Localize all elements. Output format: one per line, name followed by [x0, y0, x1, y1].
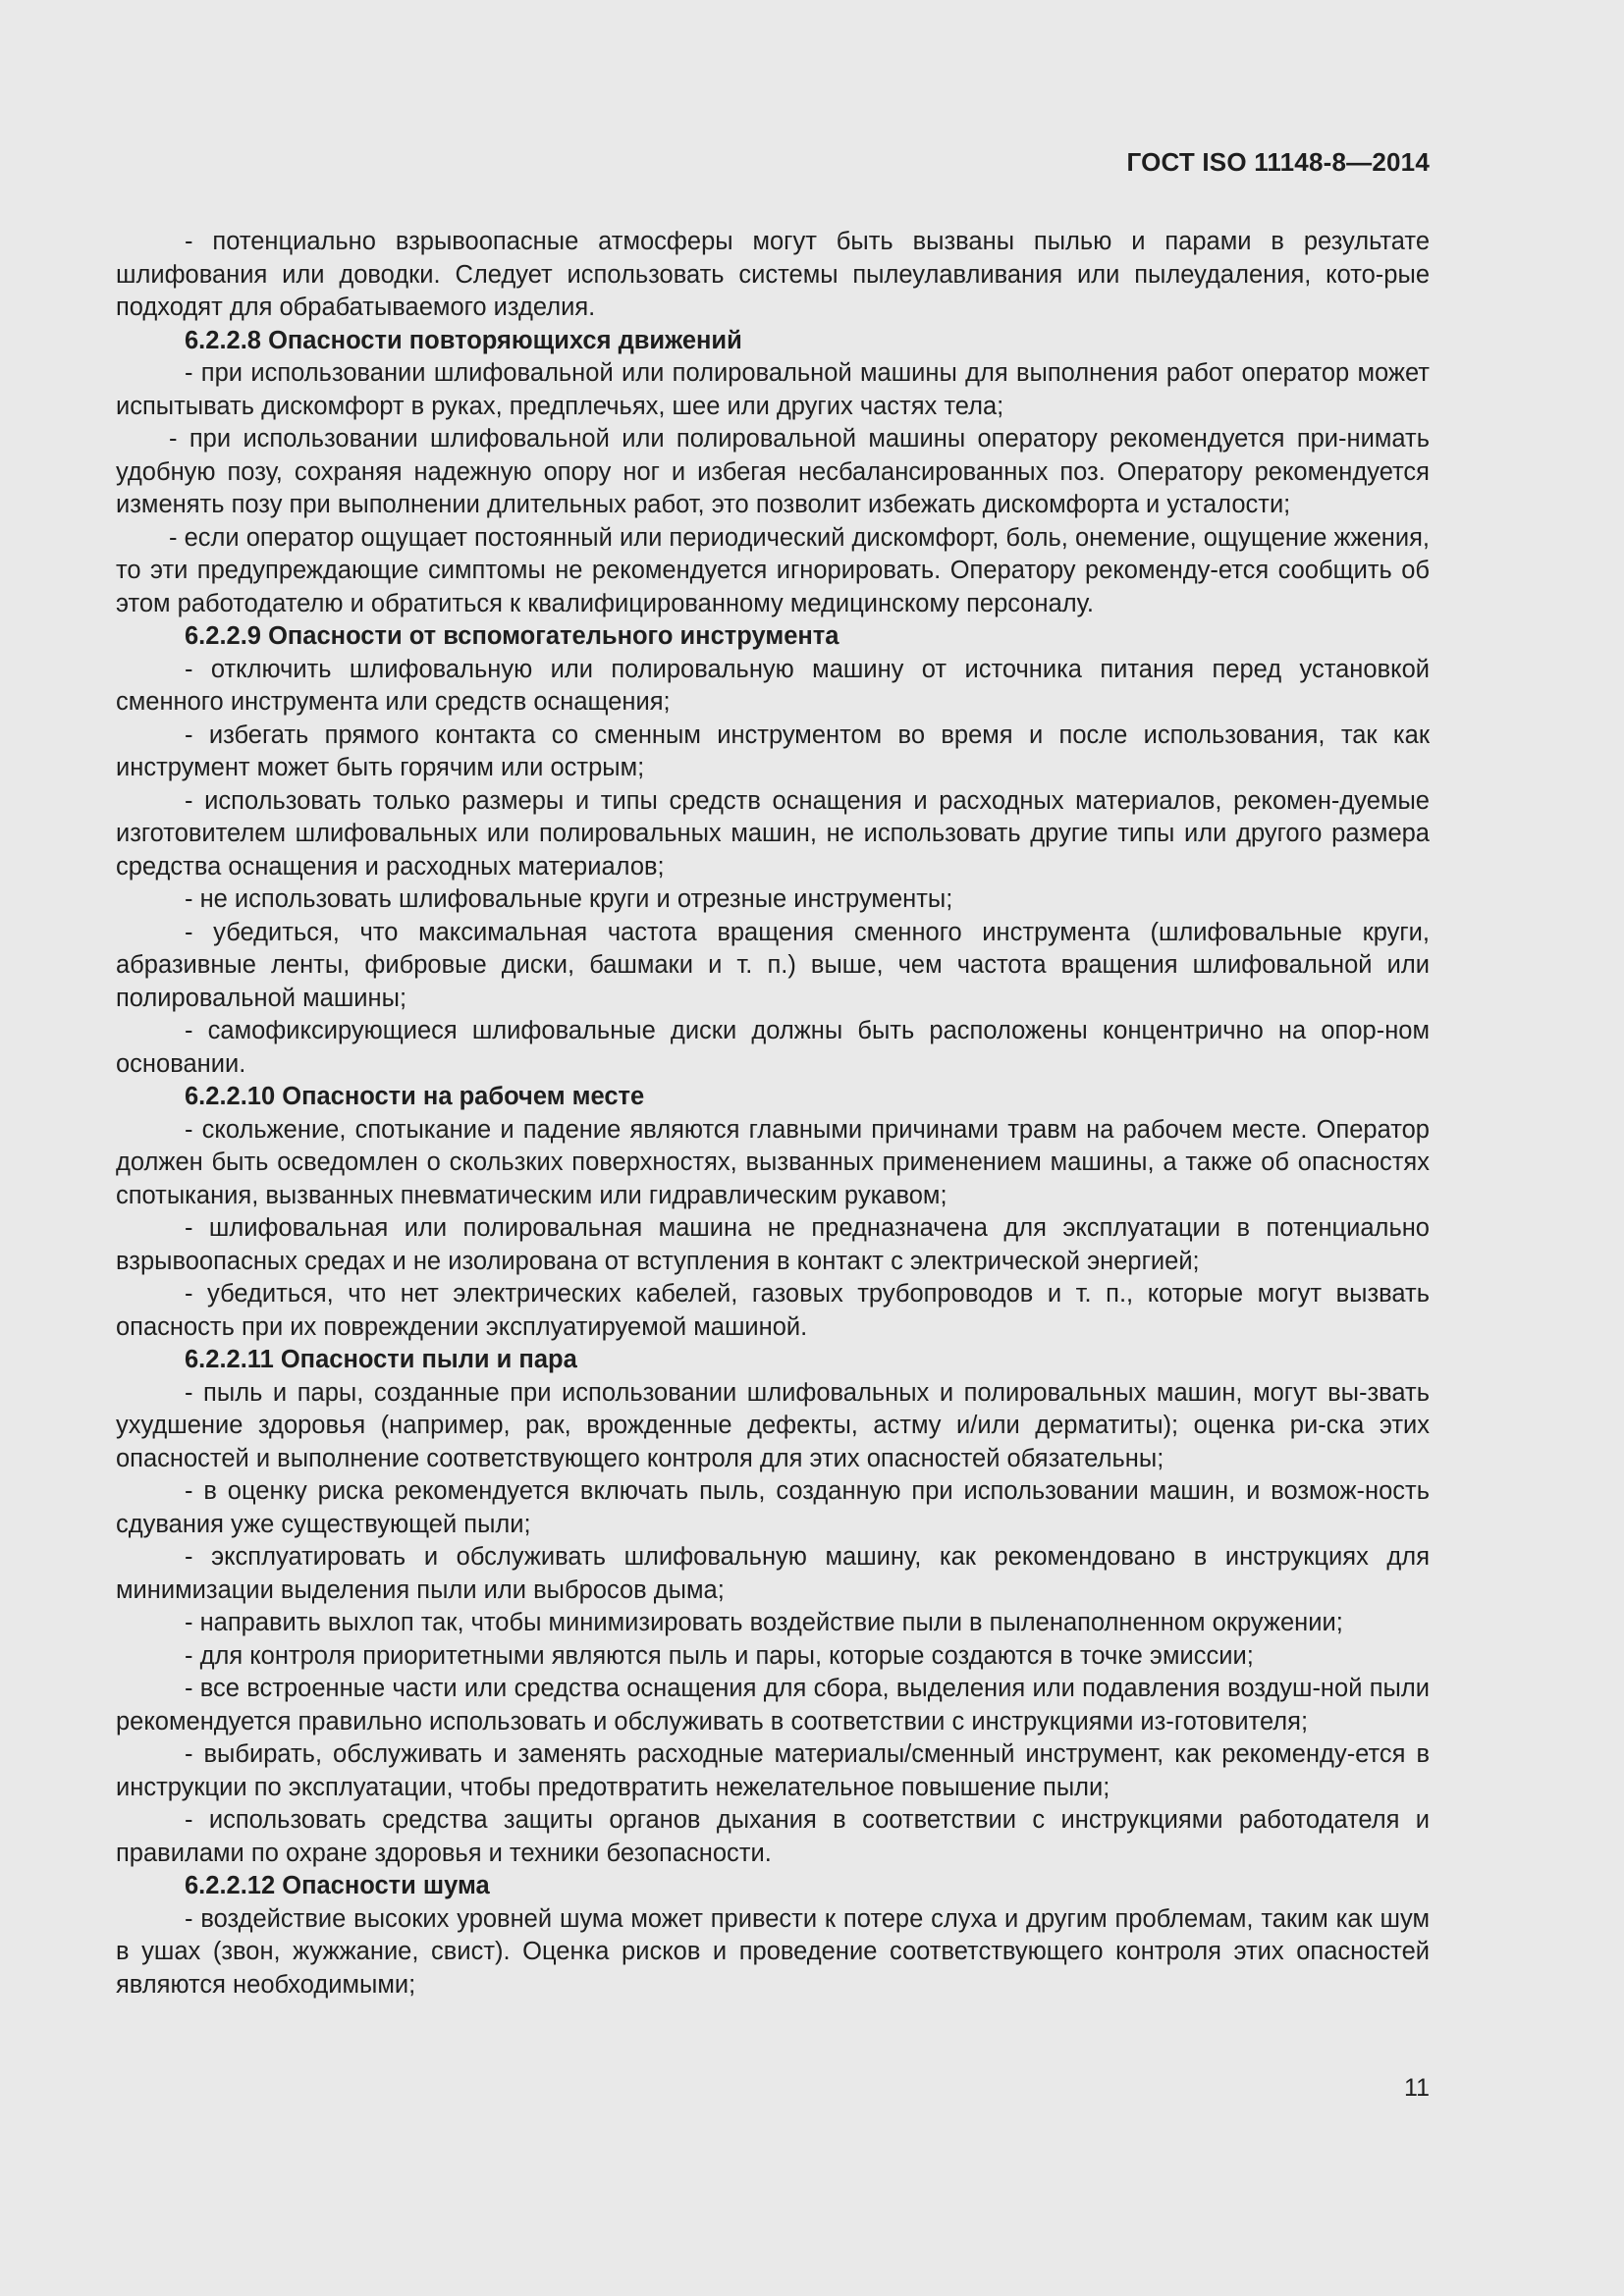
document-header: ГОСТ ISO 11148-8—2014 [1126, 147, 1430, 177]
paragraph: - при использовании шлифовальной или полировальной машины оператору рекомендуется при-нимать удобную позу, сохраняя надежную опору ног и избегая несбалансированных поз. Оператору рекомендуется изменять позу при выполнении длительных работ, это позволит избежать дискомфорта и усталости; [116, 425, 1430, 518]
section-heading-6-2-2-9: 6.2.2.9 Опасности от вспомогательного инструмента [185, 622, 839, 650]
paragraph: - направить выхлоп так, чтобы минимизировать воздействие пыли в пыленаполненном окружении; [185, 1609, 1343, 1636]
page-number: 11 [1404, 2074, 1430, 2102]
paragraph: - при использовании шлифовальной или полировальной машины для выполнения работ оператор может испытывать дискомфорт в руках, предплечьях, шее или других частях тела; [116, 359, 1430, 420]
paragraph: - избегать прямого контакта со сменным инструментом во время и после использования, так как инструмент может быть горячим или острым; [116, 721, 1430, 781]
paragraph: - убедиться, что нет электрических кабелей, газовых трубопроводов и т. п., которые могут вызвать опасность при их повреждении эксплуатируемой машиной. [116, 1280, 1430, 1341]
section-heading-6-2-2-11: 6.2.2.11 Опасности пыли и пара [185, 1346, 577, 1373]
paragraph: - все встроенные части или средства оснащения для сбора, выделения или подавления воздуш-ной пыли рекомендуется правильно использовать и обслуживать в соответствии с инструкциями из-готовителя; [116, 1675, 1430, 1735]
paragraph: - шлифовальная или полировальная машина не предназначена для эксплуатации в потенциально взрывоопасных средах и не изолирована от вступления в контакт с электрической энергией; [116, 1214, 1430, 1275]
paragraph: - выбирать, обслуживать и заменять расходные материалы/сменный инструмент, как рекоменду-ется в инструкции по эксплуатации, чтобы предотвратить нежелательное повышение пыли; [116, 1740, 1430, 1801]
paragraph: - в оценку риска рекомендуется включать пыль, созданную при использовании машин, и возмож-ность сдувания уже существующей пыли; [116, 1477, 1430, 1538]
paragraph: - отключить шлифовальную или полировальную машину от источника питания перед установкой сменного инструмента или средств оснащения; [116, 655, 1430, 716]
paragraph: - самофиксирующиеся шлифовальные диски должны быть расположены концентрично на опор-ном основании. [116, 1017, 1430, 1078]
section-heading-6-2-2-12: 6.2.2.12 Опасности шума [185, 1872, 490, 1899]
paragraph: - для контроля приоритетными являются пыль и пары, которые создаются в точке эмиссии; [185, 1641, 1254, 1670]
section-heading-6-2-2-10: 6.2.2.10 Опасности на рабочем месте [185, 1083, 645, 1110]
paragraph: - потенциально взрывоопасные атмосферы могут быть вызваны пылью и парами в результате шлифования или доводки. Следует использовать системы пылеулавливания или пылеудаления, кото-рые подходят для обрабатываемого изделия. [116, 228, 1430, 321]
paragraph: - скольжение, спотыкание и падение являются главными причинами травм на рабочем месте. Оператор должен быть осведомлен о скользких поверхностях, вызванных применением машины, а также об опасностях спотыкания, вызванных пневматическим или гидравлическим рукавом; [116, 1115, 1430, 1209]
document-body [116, 226, 1430, 2002]
paragraph: - убедиться, что максимальная частота вращения сменного инструмента (шлифовальные круги, абразивные ленты, фибровые диски, башмаки и т. п.) выше, чем частота вращения шлифовальной или полировальной машины; [116, 918, 1430, 1012]
paragraph: - воздействие высоких уровней шума может привести к потере слуха и другим проблемам, таким как шум в ушах (звон, жужжание, свист). Оценка рисков и проведение соответствующего контроля этих опасностей являются необходимыми; [116, 1904, 1430, 1999]
paragraph: - использовать только размеры и типы средств оснащения и расходных материалов, рекомен-дуемые изготовителем шлифовальных или полировальных машин, не использовать другие типы или другого размера средства оснащения и расходных материалов; [116, 786, 1430, 881]
section-heading-6-2-2-8: 6.2.2.8 Опасности повторяющихся движений [185, 326, 742, 354]
paragraph: - не использовать шлифовальные круги и отрезные инструменты; [185, 885, 953, 913]
paragraph: - пыль и пары, созданные при использовании шлифовальных и полировальных машин, могут вы-звать ухудшение здоровья (например, рак, врожденные дефекты, астму и/или дерматиты); оценка ри-ска этих опасностей и выполнение соответствующего контроля для этих опасностей обязательны; [116, 1378, 1430, 1472]
paragraph: - если оператор ощущает постоянный или периодический дискомфорт, боль, онемение, ощущение жжения, то эти предупреждающие симптомы не рекомендуется игнорировать. Оператору рекоменду-ется сообщить об этом работодателю и обратиться к квалифицированному медицинскому персоналу. [116, 523, 1430, 617]
paragraph: - эксплуатировать и обслуживать шлифовальную машину, как рекомендовано в инструкциях для минимизации выделения пыли или выбросов дыма; [116, 1543, 1430, 1604]
paragraph: - использовать средства защиты органов дыхания в соответствии с инструкциями работодателя и правилами по охране здоровья и техники безопасности. [116, 1806, 1430, 1867]
